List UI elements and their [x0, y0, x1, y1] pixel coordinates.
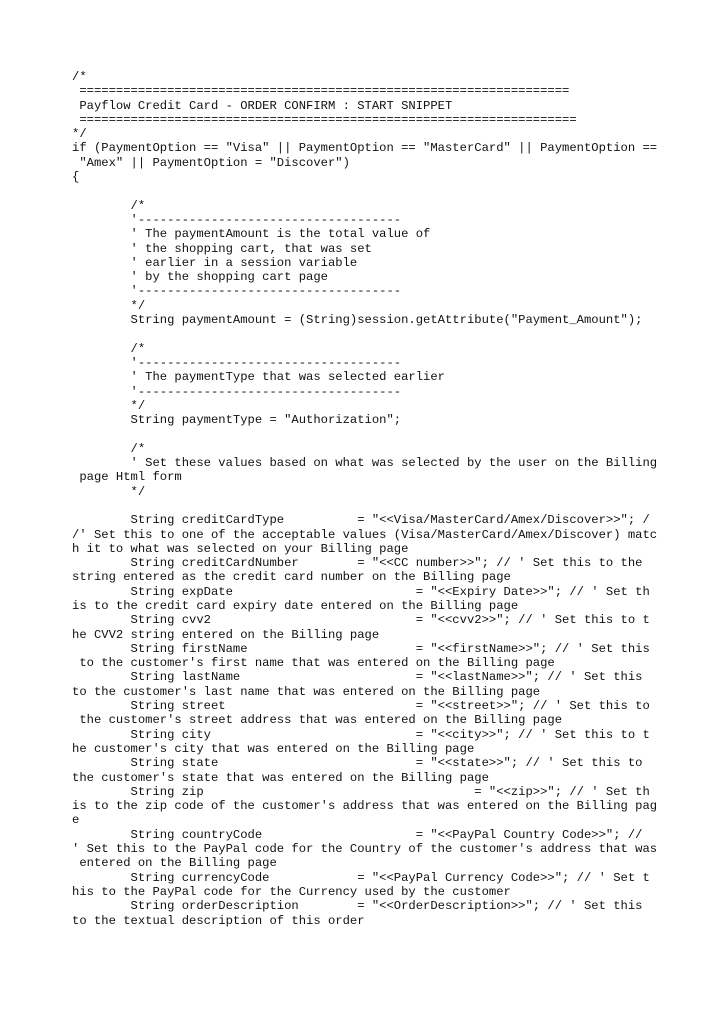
- code-line: {: [72, 170, 80, 185]
- code-line: the customer's state that was entered on the Billing page: [72, 770, 489, 785]
- code-line: page Html form: [72, 470, 182, 485]
- code-line: '------------------------------------: [72, 212, 402, 227]
- code-line: ' the shopping cart, that was set: [72, 241, 372, 256]
- code-line: '------------------------------------: [72, 384, 402, 399]
- code-line: String countryCode = "<<PayPal Country Code>>"; //: [72, 827, 643, 842]
- code-line: ' Set this to the PayPal code for the Country of the customer's address that was: [72, 842, 658, 857]
- code-line: he customer's city that was entered on the Billing page: [72, 741, 475, 756]
- code-line: string entered as the credit card number on the Billing page: [72, 570, 511, 585]
- code-line: */: [72, 398, 146, 413]
- code-line: String lastName = "<<lastName>>"; // ' Set this: [72, 670, 643, 685]
- code-line: String city = "<<city>>"; // ' Set this to t: [72, 727, 650, 742]
- code-line: '------------------------------------: [72, 284, 402, 299]
- code-line: String paymentAmount = (String)session.getAttribute("Payment_Amount");: [72, 313, 643, 328]
- code-line: Payflow Credit Card - ORDER CONFIRM : START SNIPPET: [72, 98, 453, 113]
- code-line: */: [72, 127, 87, 142]
- code-line: [72, 184, 662, 198]
- code-line: String expDate = "<<Expiry Date>>"; // ' Set th: [72, 584, 650, 599]
- code-line: entered on the Billing page: [72, 856, 277, 871]
- code-line: his to the PayPal code for the Currency used by the customer: [72, 884, 511, 899]
- code-line: e: [72, 813, 80, 828]
- code-line: String street = "<<street>>"; // ' Set this to: [72, 699, 650, 714]
- code-line: ' by the shopping cart page: [72, 270, 328, 285]
- code-line: he CVV2 string entered on the Billing page: [72, 627, 380, 642]
- code-line: ' The paymentType that was selected earlier: [72, 370, 445, 385]
- code-line: String creditCardType = "<<Visa/MasterCard/Amex/Discover>>"; /: [72, 513, 650, 528]
- code-line: String firstName = "<<firstName>>"; // ' Set this: [72, 641, 650, 656]
- code-line: [72, 327, 662, 341]
- code-line: to the customer's first name that was entered on the Billing page: [72, 656, 555, 671]
- code-line: /*: [72, 341, 146, 356]
- code-line: [72, 427, 662, 441]
- code-line: String paymentType = "Authorization";: [72, 413, 402, 428]
- code-line: [72, 499, 662, 513]
- code-line: is to the zip code of the customer's address that was entered on the Billing pag: [72, 799, 658, 814]
- code-line: /' Set this to one of the acceptable values (Visa/MasterCard/Amex/Discover) matc: [72, 527, 658, 542]
- code-line: ===================================================================: [72, 84, 570, 99]
- code-line: */: [72, 484, 146, 499]
- code-line: h it to what was selected on your Billing page: [72, 541, 409, 556]
- code-line: "Amex" || PaymentOption = "Discover"): [72, 155, 350, 170]
- code-line: the customer's street address that was entered on the Billing page: [72, 713, 563, 728]
- code-line: */: [72, 298, 146, 313]
- code-line: String currencyCode = "<<PayPal Currency Code>>"; // ' Set t: [72, 870, 650, 885]
- code-line: ====================================================================: [72, 112, 577, 127]
- code-line: ' Set these values based on what was selected by the user on the Billing: [72, 456, 658, 471]
- code-line: if (PaymentOption == "Visa" || PaymentOption == "MasterCard" || PaymentOption ==: [72, 141, 658, 156]
- code-line: /*: [72, 198, 146, 213]
- code-line: String zip = "<<zip>>"; // ' Set th: [72, 784, 650, 799]
- code-line: ' earlier in a session variable: [72, 255, 358, 270]
- code-line: String state = "<<state>>"; // ' Set this to: [72, 756, 643, 771]
- code-line: /*: [72, 70, 87, 84]
- code-line: String orderDescription = "<<OrderDescription>>"; // ' Set this: [72, 899, 643, 914]
- code-line: String creditCardNumber = "<<CC number>>"; // ' Set this to the: [72, 556, 643, 571]
- code-line: to the textual description of this order: [72, 913, 365, 928]
- code-line: to the customer's last name that was entered on the Billing page: [72, 684, 541, 699]
- code-line: String cvv2 = "<<cvv2>>"; // ' Set this to t: [72, 613, 650, 628]
- code-line: '------------------------------------: [72, 355, 402, 370]
- code-line: ' The paymentAmount is the total value of: [72, 227, 431, 242]
- code-listing: [72, 70, 662, 928]
- code-line: is to the credit card expiry date entered on the Billing page: [72, 598, 519, 613]
- code-line: /*: [72, 441, 146, 456]
